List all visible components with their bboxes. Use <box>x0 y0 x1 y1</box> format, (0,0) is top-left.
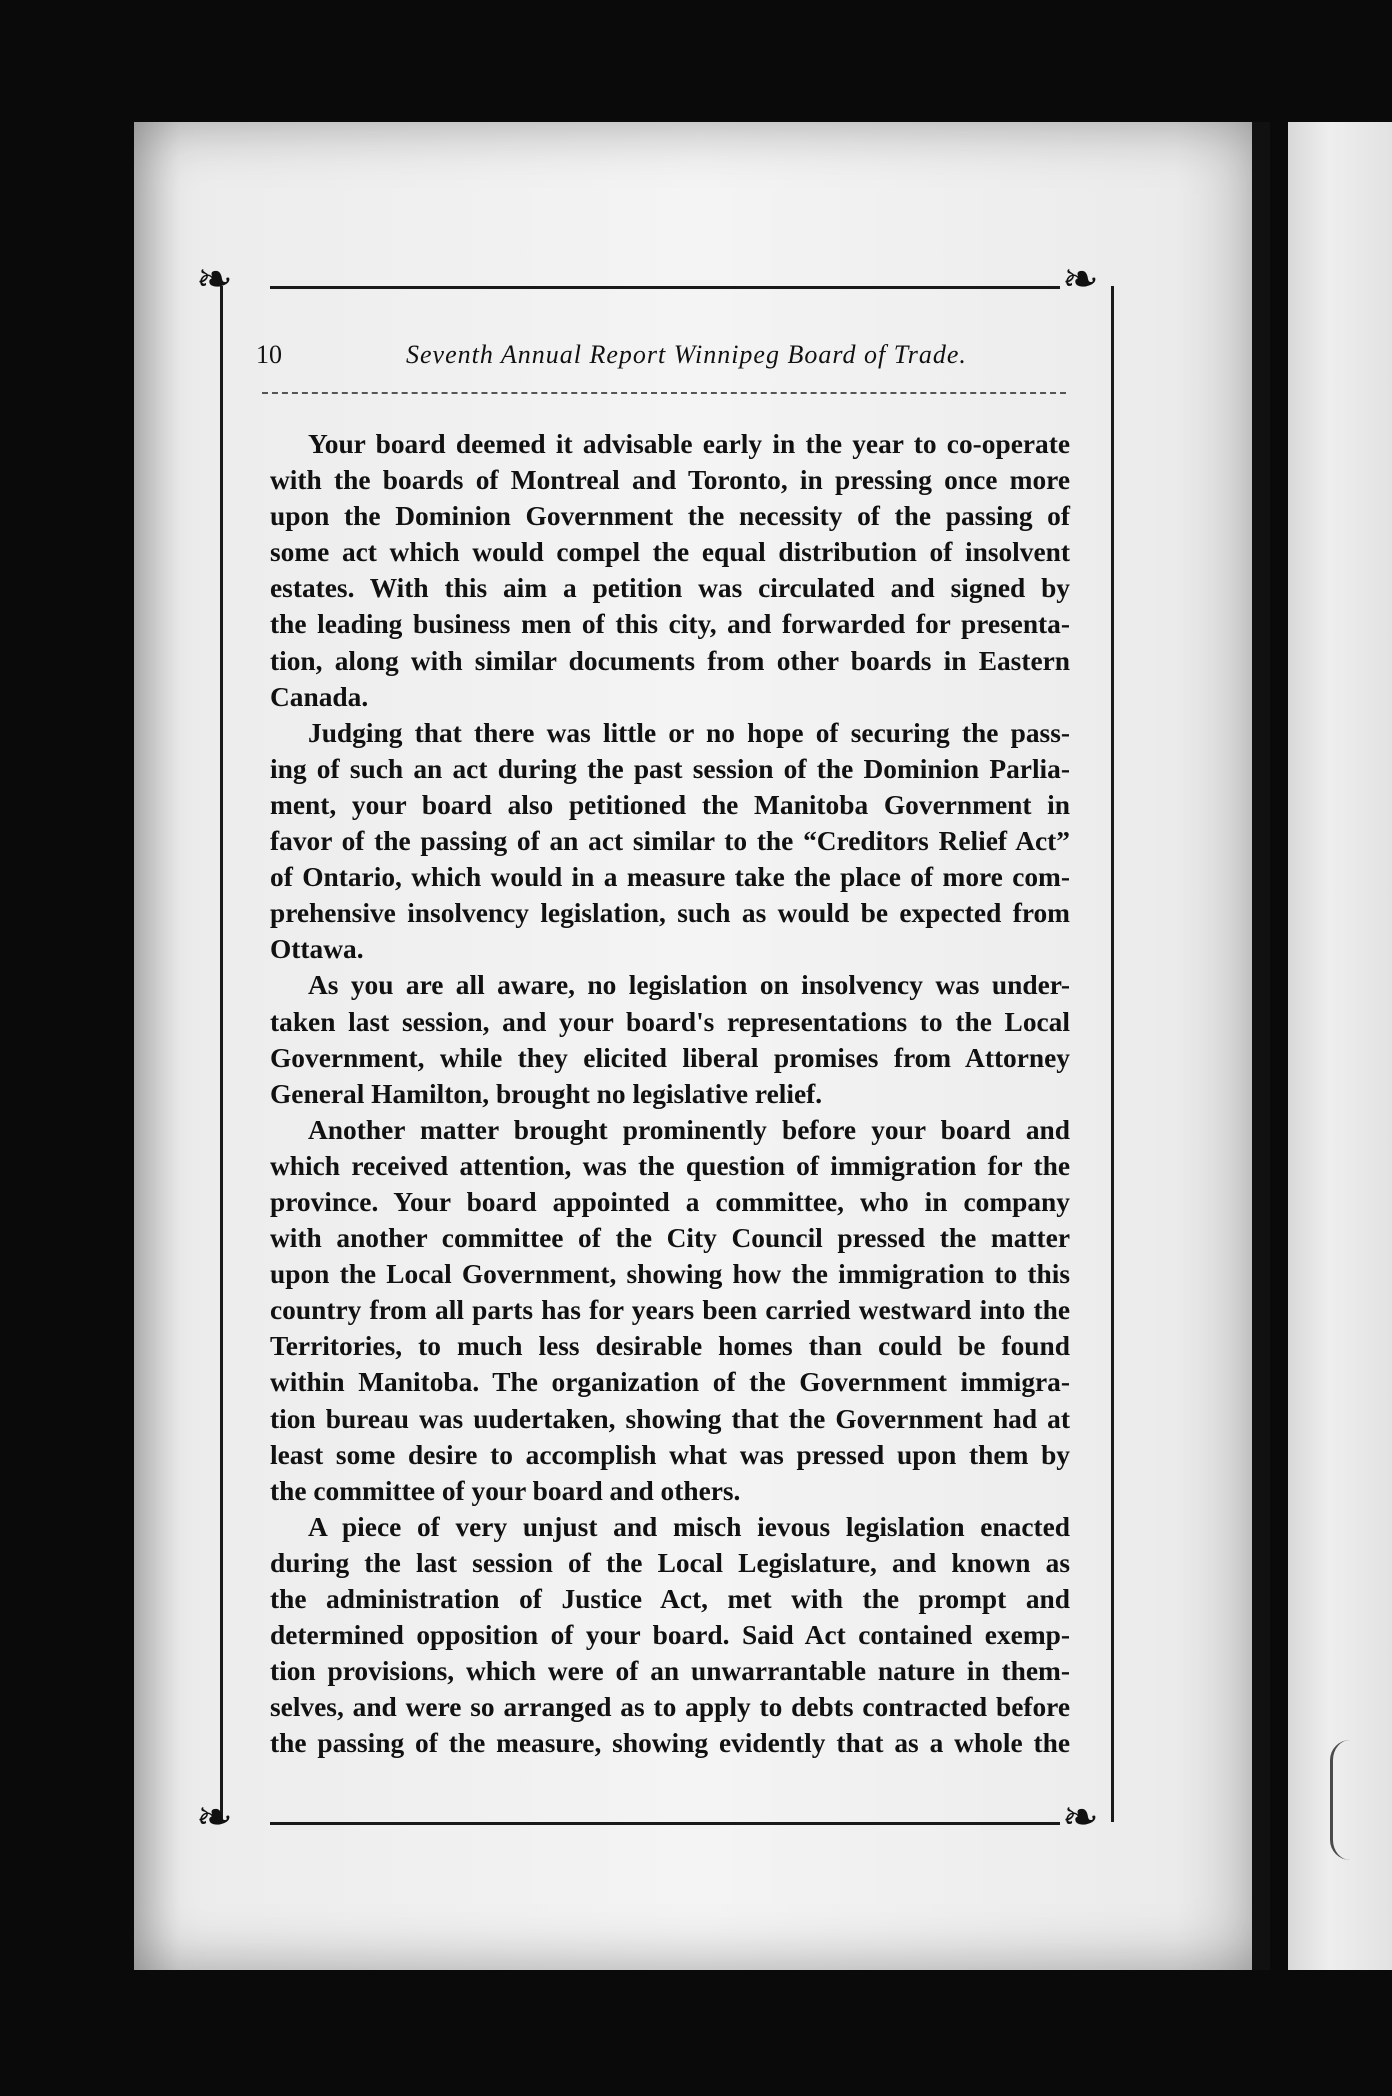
text-line: Ottawa. <box>270 934 364 965</box>
text-line: favor of the passing of an act similar to the “Creditors Relief Act” <box>270 826 1070 857</box>
text-line: As you are all aware, no legislation on insolvency was under- <box>308 970 1070 1001</box>
border-top-rule <box>270 286 1060 289</box>
page-number: 10 <box>256 340 282 369</box>
corner-ornament-bottom-left-icon: ❧ <box>196 1793 233 1842</box>
text-line: of Ontario, which would in a measure take the place of more com- <box>270 862 1070 893</box>
corner-ornament-bottom-right-icon: ❧ <box>1062 1793 1099 1842</box>
text-line: some act which would compel the equal distribution of insolvent <box>270 537 1070 568</box>
text-line: ment, your board also petitioned the Manitoba Government in <box>270 789 1070 820</box>
text-line: the passing of the measure, showing evidently that as a whole the <box>270 1728 1070 1759</box>
text-line: with another committee of the City Council pressed the matter <box>270 1223 1070 1254</box>
text-line: Canada. <box>270 681 369 712</box>
border-bottom-rule <box>270 1822 1060 1825</box>
text-line: Your board deemed it advisable early in the year to co-operate <box>308 429 1070 459</box>
text-line: the administration of Justice Act, met with the prompt and <box>270 1584 1070 1614</box>
text-line: Government, while they elicited liberal promises from Attorney <box>270 1042 1070 1073</box>
corner-ornament-top-left-icon: ❧ <box>196 255 233 304</box>
text-line: selves, and were so arranged as to apply to debts contracted before <box>270 1692 1070 1723</box>
facing-page-ornament <box>1330 1740 1373 1860</box>
text-line: country from all parts has for years been carried westward into the <box>270 1295 1070 1326</box>
page-gutter-shadow <box>1252 122 1270 1970</box>
text-line: the committee of your board and others. <box>270 1475 741 1506</box>
text-line: within Manitoba. The organization of the Government immigra- <box>270 1367 1070 1398</box>
running-title: Seventh Annual Report Winnipeg Board of Trade. <box>406 340 967 369</box>
text-line: taken last session, and your board's representations to the Local <box>270 1006 1070 1037</box>
text-line: upon the Local Government, showing how the immigration to this <box>270 1259 1070 1290</box>
body-text <box>270 426 1070 1761</box>
facing-page-sliver <box>1288 122 1392 1970</box>
text-line: province. Your board appointed a committee, who in company <box>270 1186 1070 1217</box>
text-line: Another matter brought prominently before your board and <box>308 1114 1070 1145</box>
text-line: tion bureau was uudertaken, showing that the Government had at <box>270 1403 1070 1434</box>
text-line: tion, along with similar documents from other boards in Eastern <box>270 645 1070 676</box>
text-line: during the last session of the Local Legislature, and known as <box>270 1547 1070 1578</box>
text-line: with the boards of Montreal and Toronto, in pressing once more <box>270 465 1070 496</box>
corner-ornament-top-right-icon: ❧ <box>1062 255 1099 304</box>
text-line: tion provisions, which were of an unwarrantable nature in them- <box>270 1656 1070 1687</box>
text-line: prehensive insolvency legislation, such as would be expected from <box>270 898 1070 929</box>
text-line: ing of such an act during the past session of the Dominion Parlia- <box>270 753 1070 784</box>
text-line: upon the Dominion Government the necessity of the passing of <box>270 501 1070 532</box>
header-rule <box>262 392 1066 395</box>
text-line: estates. With this aim a petition was circulated and signed by <box>270 573 1070 604</box>
text-line: A piece of very unjust and misch ievous legislation enacted <box>308 1511 1070 1542</box>
text-line: the leading business men of this city, and forwarded for presenta- <box>270 609 1070 640</box>
text-line: Territories, to much less desirable homes than could be found <box>270 1331 1070 1362</box>
text-line: Judging that there was little or no hope of securing the pass- <box>308 717 1070 748</box>
text-line: General Hamilton, brought no legislative relief. <box>270 1078 823 1109</box>
text-line: least some desire to accomplish what was pressed upon them by <box>270 1439 1070 1470</box>
text-line: determined opposition of your board. Said Act contained exemp- <box>270 1620 1070 1651</box>
text-line: which received attention, was the question of immigration for the <box>270 1150 1070 1181</box>
